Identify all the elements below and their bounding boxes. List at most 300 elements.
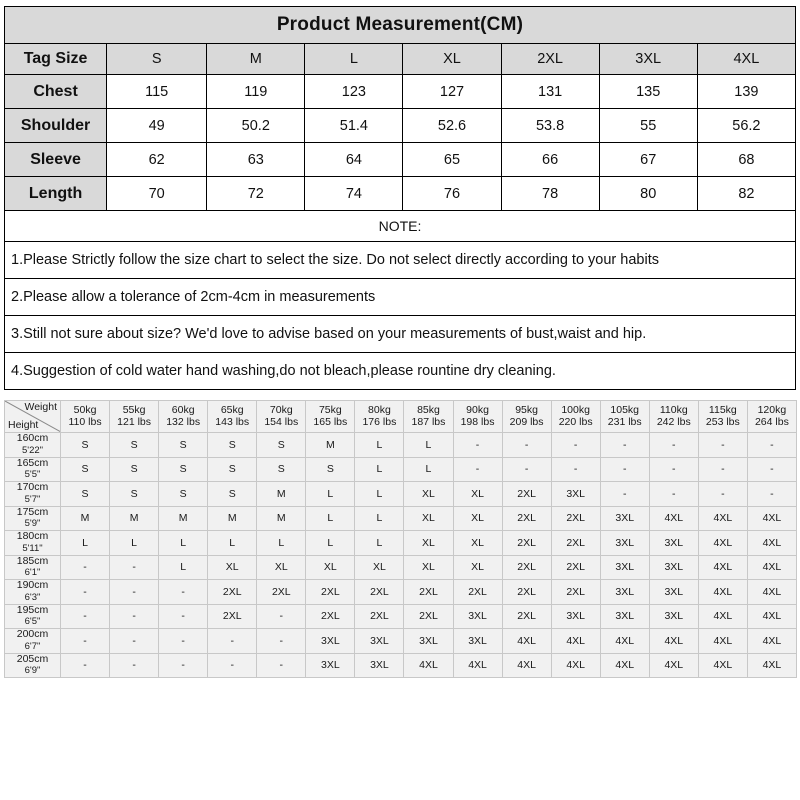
column-header-size-2xl: 2XL (501, 44, 599, 75)
measurement-cell: 139 (697, 75, 795, 109)
measurement-cell: 74 (305, 177, 403, 211)
size-cell: 4XL (649, 653, 698, 678)
size-cell: 3XL (600, 555, 649, 580)
size-cell: S (61, 457, 110, 482)
weight-header-cell (404, 401, 453, 433)
size-cell: L (355, 531, 404, 556)
size-cell: S (208, 482, 257, 507)
measurement-row (5, 143, 796, 177)
size-cell: 2XL (551, 555, 600, 580)
size-cell: 2XL (502, 506, 551, 531)
recommendation-row (5, 555, 797, 580)
size-cell: XL (404, 482, 453, 507)
height-header-cell (5, 580, 61, 605)
weight-kg: 115kg (708, 404, 737, 416)
size-cell: 3XL (600, 531, 649, 556)
measurement-cell: 66 (501, 143, 599, 177)
size-cell: 2XL (208, 604, 257, 629)
size-cell: 4XL (649, 629, 698, 654)
measurement-cell: 49 (107, 109, 207, 143)
measurement-cell: 62 (107, 143, 207, 177)
weight-lbs: 253 lbs (705, 415, 740, 428)
size-cell: 4XL (698, 555, 747, 580)
recommendation-row (5, 531, 797, 556)
measurement-cell: 131 (501, 75, 599, 109)
size-cell: - (159, 580, 208, 605)
weight-lbs: 121 lbs (117, 415, 152, 428)
size-cell: 4XL (502, 653, 551, 678)
height-cm: 180cm (16, 530, 49, 543)
size-cell: L (110, 531, 159, 556)
size-cell: 2XL (404, 604, 453, 629)
size-cell: - (257, 629, 306, 654)
height-ft: 6'3" (24, 591, 41, 603)
size-cell: L (61, 531, 110, 556)
recommendation-table (4, 400, 797, 678)
height-cm: 195cm (16, 603, 49, 616)
measurement-row (5, 109, 796, 143)
size-cell: 3XL (355, 653, 404, 678)
size-cell: 2XL (453, 580, 502, 605)
weight-lbs: 242 lbs (656, 415, 691, 428)
size-cell: 3XL (306, 653, 355, 678)
size-cell: XL (453, 555, 502, 580)
size-cell: S (159, 457, 208, 482)
size-cell: 4XL (747, 555, 796, 580)
height-header-cell (5, 653, 61, 678)
weight-header-cell (110, 401, 159, 433)
measurement-cell: 127 (403, 75, 501, 109)
weight-kg: 110kg (659, 404, 688, 416)
height-ft: 6'1" (24, 567, 41, 579)
size-cell: XL (355, 555, 404, 580)
size-cell: - (747, 457, 796, 482)
size-cell: 2XL (208, 580, 257, 605)
size-cell: L (159, 531, 208, 556)
size-cell: 4XL (551, 653, 600, 678)
size-cell: - (61, 604, 110, 629)
size-cell: - (110, 653, 159, 678)
size-cell: XL (453, 482, 502, 507)
size-cell: L (306, 482, 355, 507)
column-header-size-4xl: 4XL (697, 44, 795, 75)
weight-lbs: 231 lbs (607, 415, 642, 428)
size-cell: 3XL (355, 629, 404, 654)
size-cell: L (306, 506, 355, 531)
weight-kg: 55kg (122, 404, 146, 416)
size-cell: 4XL (453, 653, 502, 678)
size-cell: - (698, 433, 747, 458)
size-cell: 3XL (551, 604, 600, 629)
measurement-cell: 53.8 (501, 109, 599, 143)
size-cell: 4XL (747, 653, 796, 678)
size-cell: M (110, 506, 159, 531)
height-header-cell (5, 555, 61, 580)
size-cell: - (61, 629, 110, 654)
height-header-cell (5, 604, 61, 629)
size-cell: 2XL (306, 604, 355, 629)
size-cell: - (600, 457, 649, 482)
height-ft: 5'7" (24, 493, 41, 505)
weight-lbs: 132 lbs (166, 415, 201, 428)
size-cell: - (61, 555, 110, 580)
size-cell: S (159, 433, 208, 458)
weight-kg: 95kg (515, 404, 538, 416)
size-cell: L (159, 555, 208, 580)
size-cell: - (747, 482, 796, 507)
size-cell: 3XL (600, 506, 649, 531)
size-cell: 2XL (502, 580, 551, 605)
size-cell: 4XL (698, 580, 747, 605)
height-ft: 5'22" (21, 444, 44, 456)
axis-label-weight: Weight (24, 401, 57, 413)
note-header-row (5, 211, 796, 242)
weight-header-cell (747, 401, 796, 433)
weight-header-cell (306, 401, 355, 433)
size-cell: 2XL (551, 580, 600, 605)
size-cell: 4XL (698, 653, 747, 678)
size-cell: 4XL (502, 629, 551, 654)
recommendation-row (5, 457, 797, 482)
size-cell: S (110, 433, 159, 458)
weight-kg: 105kg (610, 404, 640, 416)
weight-kg: 100kg (561, 404, 590, 416)
weight-lbs: 264 lbs (754, 415, 789, 428)
row-label-sleeve: Sleeve (5, 143, 107, 177)
weight-header-cell (453, 401, 502, 433)
weight-kg: 70kg (269, 404, 293, 416)
measurement-table (4, 6, 796, 390)
size-cell: S (208, 433, 257, 458)
measurement-cell: 56.2 (697, 109, 795, 143)
recommendation-row (5, 604, 797, 629)
size-cell: M (208, 506, 257, 531)
size-cell: 4XL (747, 629, 796, 654)
height-ft: 5'9" (24, 518, 41, 530)
size-cell: - (551, 457, 600, 482)
size-cell: 2XL (306, 580, 355, 605)
size-cell: XL (453, 531, 502, 556)
measurement-cell: 55 (599, 109, 697, 143)
weight-kg: 85kg (417, 404, 440, 416)
weight-kg: 120kg (757, 404, 787, 416)
weight-header-cell (698, 401, 747, 433)
size-cell: - (698, 457, 747, 482)
size-cell: S (208, 457, 257, 482)
size-cell: S (110, 457, 159, 482)
size-cell: 2XL (257, 580, 306, 605)
measurement-section (0, 0, 800, 390)
size-cell: 2XL (551, 506, 600, 531)
row-label-shoulder: Shoulder (5, 109, 107, 143)
size-cell: 4XL (747, 604, 796, 629)
height-cm: 205cm (16, 652, 49, 665)
size-cell: 2XL (502, 604, 551, 629)
size-cell: - (747, 433, 796, 458)
column-header-size-m: M (207, 44, 305, 75)
size-cell: M (61, 506, 110, 531)
size-cell: 3XL (306, 629, 355, 654)
size-cell: - (600, 433, 649, 458)
size-cell: S (61, 482, 110, 507)
measurement-cell: 64 (305, 143, 403, 177)
size-cell: XL (404, 555, 453, 580)
size-cell: - (61, 653, 110, 678)
note-text: 1.Please Strictly follow the size chart to select the size. Do not select directly according to your habits (5, 242, 796, 279)
height-ft: 5'5" (24, 469, 41, 481)
height-cm: 185cm (16, 554, 49, 567)
size-cell: 4XL (649, 506, 698, 531)
size-cell: - (649, 433, 698, 458)
note-row (5, 242, 796, 279)
recommendation-row (5, 653, 797, 678)
size-cell: S (159, 482, 208, 507)
size-cell: 4XL (600, 629, 649, 654)
size-cell: - (159, 653, 208, 678)
size-cell: 3XL (453, 629, 502, 654)
size-cell: XL (453, 506, 502, 531)
weight-kg: 50kg (73, 404, 97, 416)
weight-header-cell (649, 401, 698, 433)
page-title: Product Measurement(CM) (5, 7, 796, 44)
column-header-size-3xl: 3XL (599, 44, 697, 75)
weight-lbs: 220 lbs (558, 415, 593, 428)
measurement-cell: 70 (107, 177, 207, 211)
size-cell: 4XL (551, 629, 600, 654)
weight-lbs: 198 lbs (460, 415, 495, 428)
weight-header-cell (600, 401, 649, 433)
weight-lbs: 154 lbs (264, 415, 299, 428)
note-row (5, 316, 796, 353)
size-cell: 2XL (502, 531, 551, 556)
size-cell: L (404, 433, 453, 458)
size-cell: 3XL (600, 580, 649, 605)
size-cell: - (208, 653, 257, 678)
weight-header-cell (159, 401, 208, 433)
size-cell: XL (208, 555, 257, 580)
weight-lbs: 110 lbs (68, 415, 102, 428)
size-cell: - (698, 482, 747, 507)
weight-header-cell (257, 401, 306, 433)
size-cell: - (159, 629, 208, 654)
size-cell: M (257, 482, 306, 507)
size-cell: - (502, 457, 551, 482)
height-cm: 175cm (16, 505, 49, 518)
size-cell: - (61, 580, 110, 605)
size-cell: S (257, 457, 306, 482)
row-label-chest: Chest (5, 75, 107, 109)
size-cell: L (355, 506, 404, 531)
size-cell: M (159, 506, 208, 531)
size-cell: 3XL (453, 604, 502, 629)
height-ft: 6'9" (24, 665, 41, 677)
weight-kg: 75kg (318, 404, 342, 416)
size-cell: 3XL (404, 629, 453, 654)
height-ft: 5'11" (22, 542, 43, 554)
size-cell: 4XL (600, 653, 649, 678)
size-cell: S (257, 433, 306, 458)
recommendation-row (5, 482, 797, 507)
row-label-length: Length (5, 177, 107, 211)
weight-header-cell (355, 401, 404, 433)
measurement-cell: 119 (207, 75, 305, 109)
measurement-cell: 68 (697, 143, 795, 177)
note-text: 2.Please allow a tolerance of 2cm-4cm in measurements (5, 279, 796, 316)
size-cell: 3XL (649, 604, 698, 629)
size-cell: L (208, 531, 257, 556)
size-cell: - (453, 433, 502, 458)
height-ft: 6'5" (24, 616, 41, 628)
size-cell: - (257, 604, 306, 629)
measurement-cell: 78 (501, 177, 599, 211)
size-cell: 3XL (649, 580, 698, 605)
size-cell: S (110, 482, 159, 507)
recommendation-row (5, 629, 797, 654)
size-cell: 4XL (698, 604, 747, 629)
size-cell: XL (404, 506, 453, 531)
size-cell: - (110, 555, 159, 580)
measurement-cell: 123 (305, 75, 403, 109)
size-cell: L (355, 457, 404, 482)
measurement-cell: 50.2 (207, 109, 305, 143)
height-header-cell (5, 531, 61, 556)
size-cell: - (502, 433, 551, 458)
size-cell: 4XL (698, 506, 747, 531)
height-ft: 6'7" (24, 640, 41, 652)
size-cell: 4XL (747, 580, 796, 605)
column-header-size-s: S (107, 44, 207, 75)
measurement-cell: 65 (403, 143, 501, 177)
height-cm: 170cm (16, 481, 49, 494)
size-cell: 3XL (649, 531, 698, 556)
axis-label-height: Height (8, 418, 39, 431)
height-header-cell (5, 482, 61, 507)
note-row (5, 279, 796, 316)
size-cell: 3XL (649, 555, 698, 580)
size-cell: S (61, 433, 110, 458)
size-cell: - (110, 604, 159, 629)
weight-kg: 65kg (220, 404, 244, 416)
recommendation-row (5, 506, 797, 531)
size-cell: XL (257, 555, 306, 580)
measurement-cell: 82 (697, 177, 795, 211)
size-cell: L (257, 531, 306, 556)
note-row (5, 353, 796, 390)
size-cell: - (110, 629, 159, 654)
size-cell: 4XL (404, 653, 453, 678)
size-cell: - (159, 604, 208, 629)
weight-lbs: 165 lbs (313, 415, 348, 428)
size-cell: - (453, 457, 502, 482)
size-cell: XL (404, 531, 453, 556)
weight-kg: 80kg (368, 404, 391, 416)
size-cell: - (110, 580, 159, 605)
measurement-row (5, 75, 796, 109)
size-cell: 3XL (600, 604, 649, 629)
weight-kg: 60kg (171, 404, 195, 416)
height-header-cell (5, 433, 61, 458)
measurement-row (5, 177, 796, 211)
size-cell: 4XL (747, 531, 796, 556)
height-cm: 200cm (16, 628, 49, 641)
size-cell: L (355, 433, 404, 458)
height-header-cell (5, 457, 61, 482)
recommendation-row (5, 433, 797, 458)
size-cell: M (257, 506, 306, 531)
weight-header-cell (208, 401, 257, 433)
size-cell: - (600, 482, 649, 507)
size-cell: 4XL (698, 629, 747, 654)
column-header-size-l: L (305, 44, 403, 75)
size-cell: 2XL (404, 580, 453, 605)
note-text: 3.Still not sure about size? We'd love to advise based on your measurements of bust,waist and hip. (5, 316, 796, 353)
size-cell: M (306, 433, 355, 458)
weight-lbs: 176 lbs (362, 415, 397, 428)
weight-header-cell (551, 401, 600, 433)
weight-header-cell (502, 401, 551, 433)
height-cm: 190cm (16, 579, 49, 592)
size-cell: XL (306, 555, 355, 580)
measurement-cell: 63 (207, 143, 305, 177)
measurement-cell: 52.6 (403, 109, 501, 143)
size-cell: 2XL (551, 531, 600, 556)
measurement-cell: 51.4 (305, 109, 403, 143)
size-cell: - (649, 457, 698, 482)
weight-header-cell (61, 401, 110, 433)
height-cm: 160cm (16, 432, 49, 445)
size-cell: L (306, 531, 355, 556)
measurement-cell: 76 (403, 177, 501, 211)
height-header-cell (5, 629, 61, 654)
size-cell: - (257, 653, 306, 678)
size-cell: L (355, 482, 404, 507)
measurement-header-row (5, 44, 796, 75)
weight-lbs: 143 lbs (215, 415, 250, 428)
size-cell: 4XL (698, 531, 747, 556)
height-cm: 165cm (16, 456, 49, 469)
size-cell: - (649, 482, 698, 507)
measurement-cell: 115 (107, 75, 207, 109)
height-header-cell (5, 506, 61, 531)
size-cell: - (551, 433, 600, 458)
measurement-cell: 135 (599, 75, 697, 109)
size-cell: 2XL (502, 482, 551, 507)
measurement-title-row (5, 7, 796, 44)
weight-lbs: 187 lbs (411, 415, 446, 428)
measurement-cell: 80 (599, 177, 697, 211)
size-cell: 2XL (355, 604, 404, 629)
weight-kg: 90kg (466, 404, 489, 416)
size-cell: L (404, 457, 453, 482)
recommendation-section (4, 400, 796, 678)
measurement-cell: 67 (599, 143, 697, 177)
axis-corner-cell (5, 401, 61, 433)
size-cell: 2XL (502, 555, 551, 580)
measurement-cell: 72 (207, 177, 305, 211)
note-text: 4.Suggestion of cold water hand washing,do not bleach,please rountine dry cleaning. (5, 353, 796, 390)
recommendation-header-row (5, 401, 797, 433)
column-header-tag-size: Tag Size (5, 44, 107, 75)
recommendation-row (5, 580, 797, 605)
size-cell: - (208, 629, 257, 654)
column-header-size-xl: XL (403, 44, 501, 75)
size-cell: 4XL (747, 506, 796, 531)
note-header: NOTE: (5, 211, 796, 242)
size-cell: 2XL (355, 580, 404, 605)
size-cell: 3XL (551, 482, 600, 507)
weight-lbs: 209 lbs (509, 415, 544, 428)
size-cell: S (306, 457, 355, 482)
